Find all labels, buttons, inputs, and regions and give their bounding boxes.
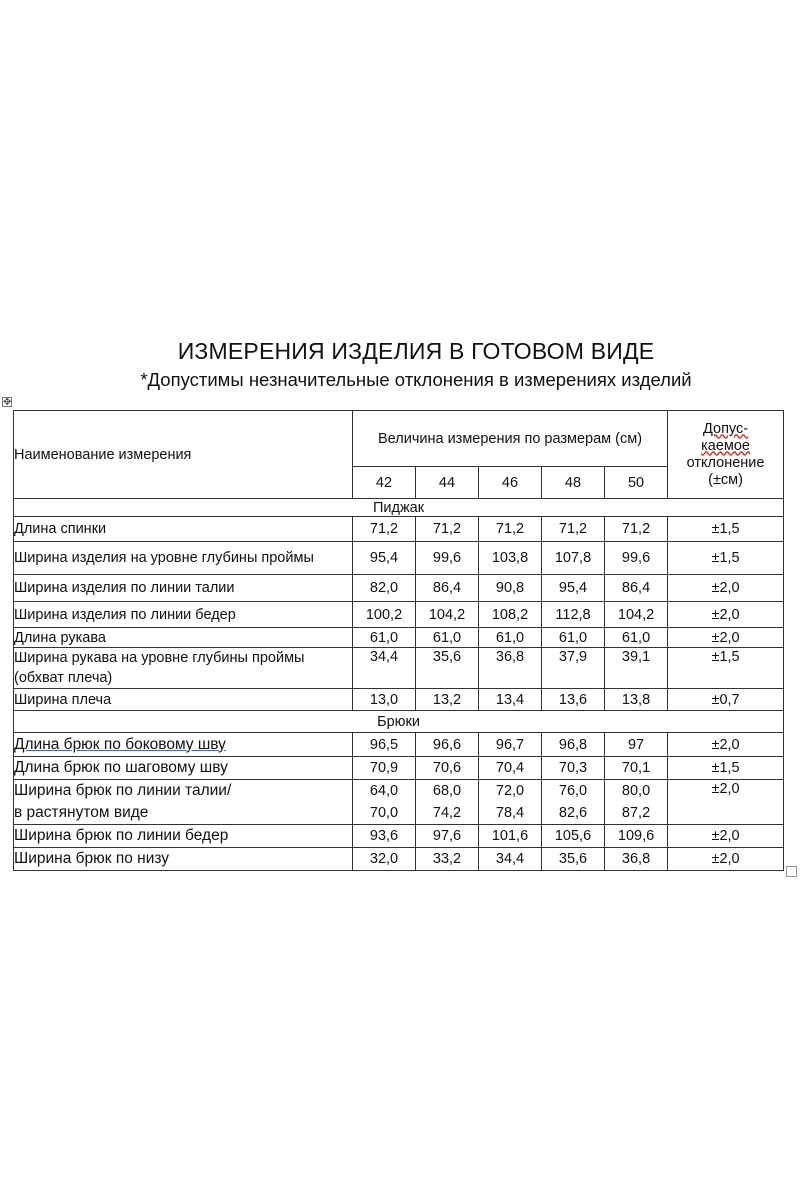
value-line-2: 70,0 (369, 805, 399, 821)
header-name: Наименование измерения (14, 411, 353, 499)
section-row (14, 499, 784, 517)
cell-value: 96,8 (542, 733, 605, 757)
page-subtitle: *Допустимы незначительные отклонения в измерениях изделий (140, 369, 692, 390)
header-sizes-label: Величина измерения по размерам (см) (353, 411, 668, 467)
section-row (14, 711, 784, 733)
cell-tolerance: ±1,5 (668, 648, 784, 689)
cell-value (479, 780, 542, 825)
cell-value (416, 780, 479, 825)
table-row (14, 848, 784, 871)
cell-value: 36,8 (605, 848, 668, 871)
cell-value (353, 780, 416, 825)
cell-value: 71,2 (605, 517, 668, 542)
size-header: 46 (479, 467, 542, 499)
cell-value: 34,4 (353, 648, 416, 689)
cell-value: 90,8 (479, 575, 542, 602)
cell-tolerance: ±2,0 (668, 733, 784, 757)
cell-value: 71,2 (542, 517, 605, 542)
cell-value: 82,0 (353, 575, 416, 602)
row-name: Ширина плеча (14, 689, 353, 711)
table-row (14, 575, 784, 602)
cell-value: 13,0 (353, 689, 416, 711)
cell-tolerance: ±2,0 (668, 825, 784, 848)
row-name: Ширина изделия по линии талии (14, 575, 353, 602)
cell-tolerance: ±2,0 (668, 575, 784, 602)
cell-value: 36,8 (479, 648, 542, 689)
row-name-line-1: Ширина брюк по линии талии/ (14, 782, 232, 799)
header-tolerance (668, 411, 784, 499)
cell-value: 37,9 (542, 648, 605, 689)
cell-value: 107,8 (542, 542, 605, 575)
table-move-icon[interactable]: ✥ (3, 397, 12, 408)
cell-value: 34,4 (479, 848, 542, 871)
cell-value: 70,6 (416, 757, 479, 780)
cell-value: 71,2 (479, 517, 542, 542)
cell-value (542, 780, 605, 825)
cell-value: 70,9 (353, 757, 416, 780)
cell-tolerance: ±2,0 (668, 780, 784, 825)
cell-value: 96,7 (479, 733, 542, 757)
cell-value: 71,2 (353, 517, 416, 542)
cell-value: 97 (605, 733, 668, 757)
cell-value: 61,0 (479, 628, 542, 648)
cell-value: 100,2 (353, 602, 416, 628)
cell-value: 33,2 (416, 848, 479, 871)
cell-value: 108,2 (479, 602, 542, 628)
cell-value: 86,4 (416, 575, 479, 602)
row-name-line-1: Ширина рукава на уровне глубины проймы (14, 650, 305, 666)
cell-value: 13,4 (479, 689, 542, 711)
cell-tolerance: ±0,7 (668, 689, 784, 711)
row-name-line-2: (обхват плеча) (14, 670, 113, 686)
cell-value: 70,3 (542, 757, 605, 780)
value-line-1: 76,0 (558, 783, 588, 799)
row-name: Ширина изделия на уровне глубины проймы (14, 542, 353, 575)
cell-value: 13,6 (542, 689, 605, 711)
table-row (14, 628, 784, 648)
row-name: Длина рукава (14, 628, 353, 648)
cell-tolerance: ±1,5 (668, 542, 784, 575)
size-header: 50 (605, 467, 668, 499)
table-row (14, 733, 784, 757)
table-row (14, 825, 784, 848)
measurements-table (13, 410, 784, 871)
cell-value: 101,6 (479, 825, 542, 848)
value-line-2: 74,2 (432, 805, 462, 821)
cell-value: 97,6 (416, 825, 479, 848)
section-jacket: Пиджак (14, 499, 784, 517)
row-name: Ширина брюк по низу (14, 848, 353, 871)
table-row (14, 648, 784, 689)
cell-value: 61,0 (542, 628, 605, 648)
cell-tolerance: ±1,5 (668, 757, 784, 780)
tolerance-line-1: Допус- (703, 420, 749, 437)
size-header: 42 (353, 467, 416, 499)
cell-value: 71,2 (416, 517, 479, 542)
value-line-1: 64,0 (369, 783, 399, 799)
table-row (14, 602, 784, 628)
cell-value: 70,1 (605, 757, 668, 780)
tolerance-line-2: каемое (701, 437, 750, 454)
row-name (14, 648, 353, 689)
value-line-2: 78,4 (495, 805, 525, 821)
table-resize-handle[interactable] (786, 866, 797, 877)
tolerance-line-4: (±см) (708, 471, 743, 488)
cell-value: 103,8 (479, 542, 542, 575)
table-row (14, 542, 784, 575)
cell-tolerance: ±2,0 (668, 848, 784, 871)
cell-value: 35,6 (416, 648, 479, 689)
header-row (14, 411, 784, 467)
cell-value: 35,6 (542, 848, 605, 871)
size-header: 48 (542, 467, 605, 499)
value-line-2: 82,6 (558, 805, 588, 821)
cell-value: 13,2 (416, 689, 479, 711)
row-name-text: Длина брюк по боковому шву (14, 735, 226, 753)
tolerance-line-3: отклонение (686, 454, 765, 471)
table-row (14, 780, 784, 825)
cell-value: 86,4 (605, 575, 668, 602)
cell-value: 95,4 (353, 542, 416, 575)
row-name: Ширина изделия по линии бедер (14, 602, 353, 628)
value-line-1: 72,0 (495, 783, 525, 799)
row-name: Длина брюк по шаговому шву (14, 757, 353, 780)
row-name: Длина спинки (14, 517, 353, 542)
cell-value: 39,1 (605, 648, 668, 689)
cell-value: 104,2 (416, 602, 479, 628)
cell-value: 105,6 (542, 825, 605, 848)
table-row (14, 517, 784, 542)
cell-tolerance: ±1,5 (668, 517, 784, 542)
row-name-line-2: в растянутом виде (14, 804, 149, 821)
cell-tolerance: ±2,0 (668, 628, 784, 648)
size-header: 44 (416, 467, 479, 499)
value-line-1: 80,0 (621, 783, 651, 799)
cell-tolerance: ±2,0 (668, 602, 784, 628)
value-line-2: 87,2 (621, 805, 651, 821)
cell-value: 112,8 (542, 602, 605, 628)
cell-value: 61,0 (416, 628, 479, 648)
cell-value: 109,6 (605, 825, 668, 848)
table-row (14, 689, 784, 711)
table-row (14, 757, 784, 780)
cell-value: 96,5 (353, 733, 416, 757)
cell-value: 93,6 (353, 825, 416, 848)
cell-value: 32,0 (353, 848, 416, 871)
section-trousers: Брюки (14, 711, 784, 733)
cell-value: 96,6 (416, 733, 479, 757)
cell-value: 104,2 (605, 602, 668, 628)
row-name (14, 780, 353, 825)
value-line-1: 68,0 (432, 783, 462, 799)
cell-value: 99,6 (416, 542, 479, 575)
cell-value: 61,0 (353, 628, 416, 648)
cell-value: 13,8 (605, 689, 668, 711)
cell-value (605, 780, 668, 825)
cell-value: 70,4 (479, 757, 542, 780)
cell-value: 95,4 (542, 575, 605, 602)
cell-value: 99,6 (605, 542, 668, 575)
page-title: ИЗМЕРЕНИЯ ИЗДЕЛИЯ В ГОТОВОМ ВИДЕ (177, 338, 655, 364)
row-name: Ширина брюк по линии бедер (14, 825, 353, 848)
row-name (14, 733, 353, 757)
cell-value: 61,0 (605, 628, 668, 648)
